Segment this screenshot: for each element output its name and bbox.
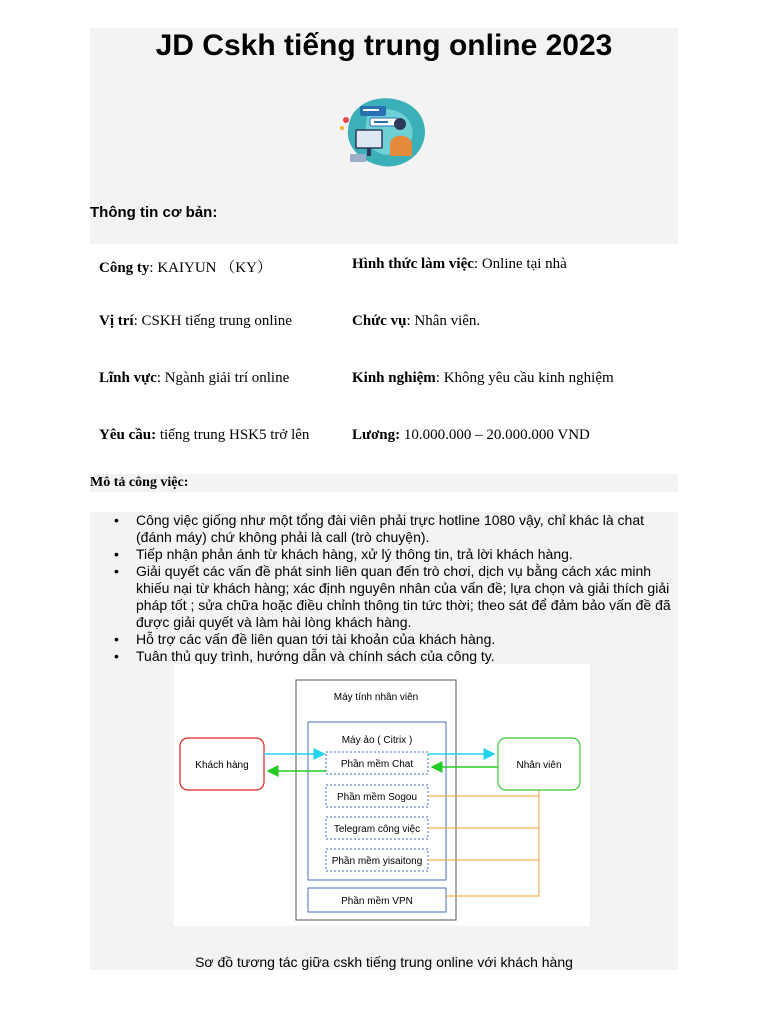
info-company (99, 256, 272, 277)
info-value: : Ngành giải trí online (156, 370, 290, 386)
software-label: Phần mềm Sogou (336, 792, 418, 803)
support-illustration (338, 94, 430, 170)
job-description-list (90, 512, 678, 665)
info-requirement (99, 427, 309, 444)
info-label: Hình thức làm việc (352, 256, 474, 272)
list-item: • Công việc giống như một tổng đài viên phải trực hotline 1080 vậy, chỉ khác là chat (đánh máy) chứ không phải là call (trò chuyện). (136, 512, 678, 546)
info-label: Kinh nghiệm (352, 370, 436, 386)
info-label: Chức vụ (352, 313, 407, 329)
info-label: Lĩnh vực (99, 370, 157, 386)
info-label: Công ty (99, 260, 150, 276)
diagram-caption: Sơ đồ tương tác giữa cskh tiếng trung online với khách hàng (195, 954, 573, 970)
info-value: : CSKH tiếng trung online (133, 313, 292, 329)
info-label: Vị trí (99, 313, 134, 329)
info-value: : Nhân viên. (406, 313, 481, 329)
vpn-label: Phần mềm VPN (341, 896, 413, 907)
software-label: Phần mềm Chat (340, 759, 414, 770)
computer-label: Máy tính nhân viên (333, 692, 419, 703)
vm-label: Máy ảo ( Citrix ) (341, 735, 413, 746)
staff-label: Nhân viên (516, 760, 562, 771)
info-position (99, 313, 292, 330)
connector-staff-tools (446, 790, 539, 896)
job-description-heading: Mô tả công việc: (90, 474, 678, 492)
info-value: : KAIYUN （KY） (149, 260, 272, 276)
info-experience (352, 370, 614, 387)
software-label: Phần mềm yisaitong (331, 856, 423, 867)
info-field (99, 370, 289, 387)
info-role (352, 313, 480, 330)
info-work-type (352, 256, 567, 273)
basic-info-heading: Thông tin cơ bản: (90, 204, 218, 221)
interaction-diagram (174, 664, 590, 926)
info-value: tiếng trung HSK5 trở lên (156, 427, 310, 443)
list-item: • Hỗ trợ các vấn đề liên quan tới tài khoản của khách hàng. (136, 631, 678, 648)
info-value: : Không yêu cầu kinh nghiệm (435, 370, 614, 386)
page-title: JD Cskh tiếng trung online 2023 (155, 29, 613, 62)
list-item: • Tiếp nhận phản ánh từ khách hàng, xử lý thông tin, trả lời khách hàng. (136, 546, 678, 563)
info-label: Lương: (352, 427, 401, 443)
diagram-band (90, 664, 678, 970)
info-label: Yêu cầu: (99, 427, 157, 443)
list-item: • Giải quyết các vấn đề phát sinh liên quan đến trò chơi, dịch vụ bằng cách xác minh khiếu nại từ khách hàng; xác định nguyên nhân của vấn đề; lựa chọn và giải thích giải pháp tốt ; sửa chữa hoặc điều chỉnh thông tin tức thời; theo sát để đảm bảo vấn đề đã được giải quyết và làm hài lòng khách hàng. (136, 563, 678, 631)
info-value: : Online tại nhà (473, 256, 567, 272)
info-value: 10.000.000 – 20.000.000 VND (400, 427, 590, 443)
customer-label: Khách hàng (195, 760, 249, 771)
software-label: Telegram công việc (333, 824, 421, 835)
list-item: • Tuân thủ quy trình, hướng dẫn và chính sách của công ty. (136, 648, 678, 665)
info-salary (352, 427, 590, 444)
